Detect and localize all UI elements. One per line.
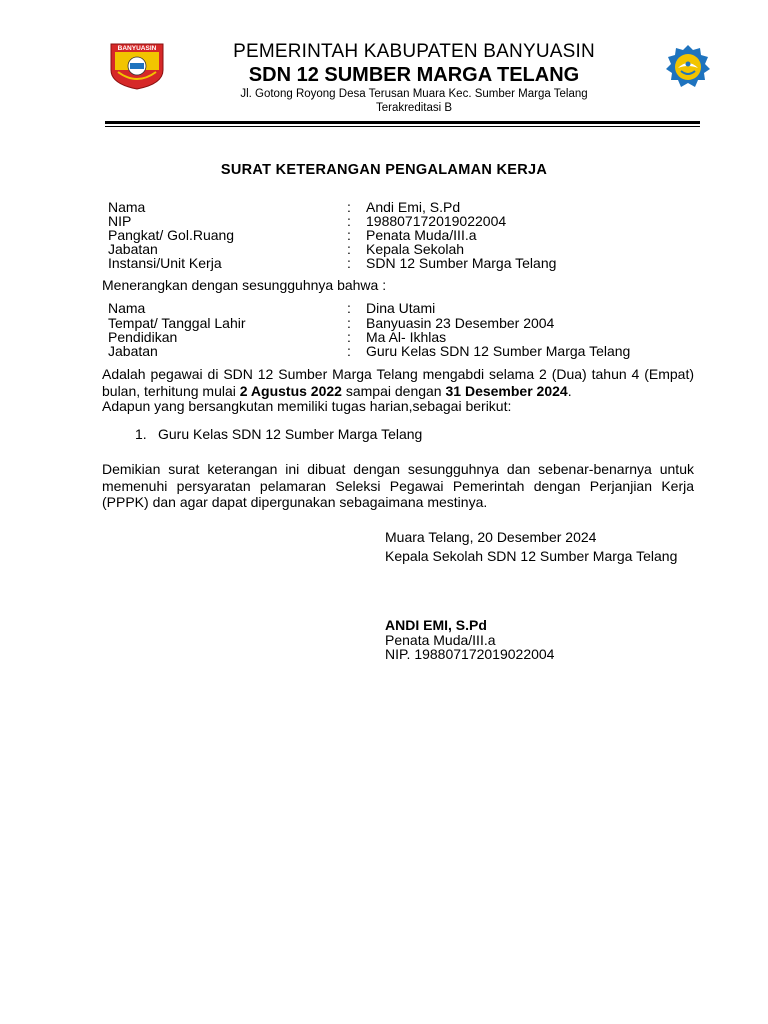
issuer-label: Nama: [108, 199, 146, 215]
colon: :: [347, 315, 351, 331]
issuer-label: Pangkat/ Gol.Ruang: [108, 227, 235, 243]
employee-value: Ma Al- Ikhlas: [366, 329, 447, 345]
employee-label: Pendidikan: [108, 329, 178, 345]
employee-value: Banyuasin 23 Desember 2004: [366, 315, 555, 331]
employee-label: Tempat/ Tanggal Lahir: [108, 315, 246, 331]
header-divider-thin: [105, 126, 700, 127]
employee-value: Guru Kelas SDN 12 Sumber Marga Telang: [366, 343, 631, 359]
signer-nip: NIP. 198807172019022004: [385, 646, 555, 662]
issuer-value: Andi Emi, S.Pd: [366, 199, 461, 215]
paragraph-text: sampai dengan: [341, 382, 446, 399]
issuer-label: Jabatan: [108, 241, 158, 257]
employee-value: Dina Utami: [366, 300, 436, 316]
paragraph-text: .: [567, 382, 572, 399]
place-date: Muara Telang, 20 Desember 2024: [385, 529, 597, 545]
issuer-label: NIP: [108, 213, 132, 229]
signer-position: Kepala Sekolah SDN 12 Sumber Marga Telang: [385, 548, 678, 564]
header-accreditation: Terakreditasi B: [375, 102, 453, 114]
colon: :: [347, 255, 351, 271]
task-item: Guru Kelas SDN 12 Sumber Marga Telang: [158, 426, 423, 442]
employee-label: Jabatan: [108, 343, 158, 359]
svg-text:BANYUASIN: BANYUASIN: [117, 45, 157, 52]
task-number: 1.: [135, 426, 147, 442]
issuer-label: Instansi/Unit Kerja: [108, 255, 222, 271]
duties-intro: Adapun yang bersangkutan memiliki tugas harian,sebagai berikut:: [102, 398, 512, 414]
document-title: SURAT KETERANGAN PENGALAMAN KERJA: [220, 162, 548, 178]
colon: :: [347, 300, 351, 316]
employment-paragraph: [102, 366, 694, 399]
colon: :: [347, 227, 351, 243]
start-date: 2 Agustus 2022: [239, 382, 342, 399]
intro-text: Menerangkan dengan sesungguhnya bahwa :: [102, 277, 387, 293]
header-school-name: SDN 12 SUMBER MARGA TELANG: [248, 64, 580, 86]
paragraph-text: Adalah pegawai di SDN 12 Sumber Marga Telang mengabdi selama 2 (Dua) tahun 4 (Empat) bulan, terhitung mulai: [102, 366, 694, 399]
issuer-value: Penata Muda/III.a: [366, 227, 477, 243]
colon: :: [347, 241, 351, 257]
end-date: 31 Desember 2024: [445, 382, 568, 399]
closing-paragraph: Demikian surat keterangan ini dibuat dengan sesungguhnya dan sebenar-benarnya untuk memenuhi persyaratan pelamaran Seleksi Pegawai Pemerintah dengan Perjanjian Kerja (PPPK) dan agar dapat dipergunakan sebagaimana mestinya.: [102, 461, 694, 510]
colon: :: [347, 343, 351, 359]
signer-rank: Penata Muda/III.a: [385, 632, 496, 648]
issuer-value: 198807172019022004: [366, 213, 507, 229]
colon: :: [347, 213, 351, 229]
header-address: Jl. Gotong Royong Desa Terusan Muara Kec. Sumber Marga Telang: [240, 88, 588, 100]
issuer-value: Kepala Sekolah: [366, 241, 465, 257]
issuer-value: SDN 12 Sumber Marga Telang: [366, 255, 557, 271]
signer-name: ANDI EMI, S.Pd: [385, 617, 487, 633]
colon: :: [347, 199, 351, 215]
colon: :: [347, 329, 351, 345]
header-divider-thick: [105, 121, 700, 124]
header-government: PEMERINTAH KABUPATEN BANYUASIN: [233, 41, 595, 62]
employee-label: Nama: [108, 300, 146, 316]
